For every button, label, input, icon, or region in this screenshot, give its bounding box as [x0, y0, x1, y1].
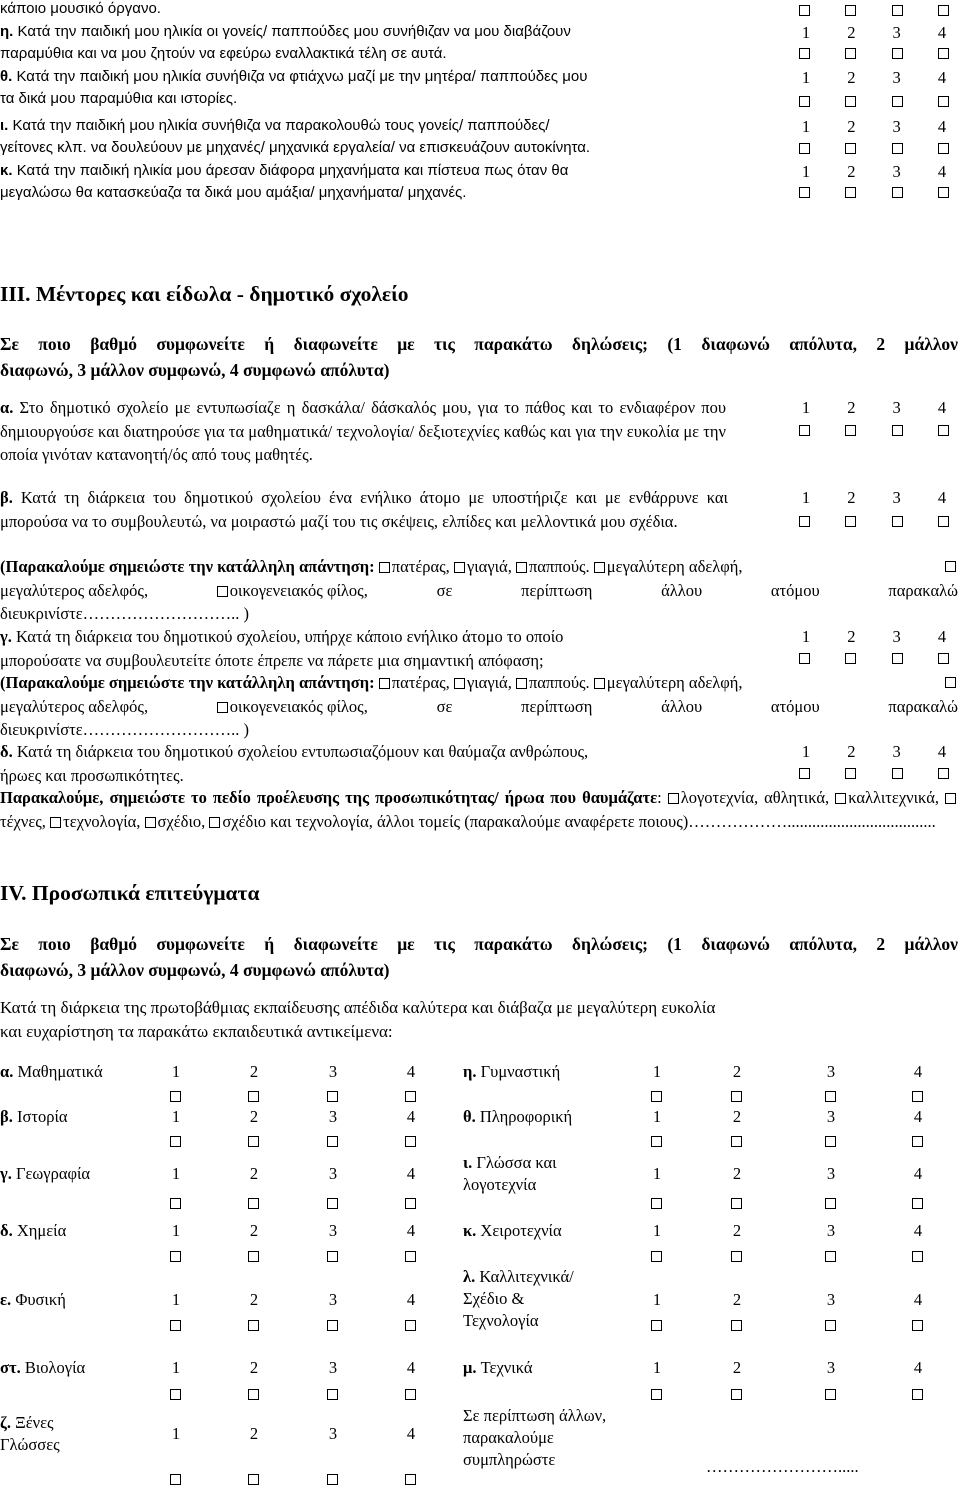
rating-checkbox[interactable] — [912, 1320, 923, 1331]
rating-checkbox[interactable] — [405, 1251, 416, 1262]
item-alpha: α. Στο δημοτικό σχολείο με εντυπωσίαζε η δασκάλα/ δάσκαλός μου, για το πάθος και το ενδιαφέρον που δημιουργούσε και διατηρούσε για τα μαθηματικά/ τεχνολογία/ δεξιοτεχνίες καθώς και για την ευκολία με την οποία γινόταν κατανοητή/ός από τους μαθητές. — [0, 398, 727, 464]
rating-boxes[interactable] — [799, 96, 949, 107]
rating-checkbox[interactable] — [651, 1136, 662, 1147]
rating-boxes[interactable] — [799, 425, 949, 436]
scale-number: 4 — [406, 1424, 416, 1443]
rating-checkbox[interactable] — [405, 1474, 416, 1485]
subject-letter: λ. — [463, 1267, 480, 1286]
subject-name: Βιολογία — [24, 1358, 86, 1377]
rating-checkbox[interactable] — [248, 1389, 259, 1400]
checkbox[interactable] — [217, 586, 228, 597]
scale-numbers: 1 2 3 4 — [801, 488, 947, 507]
rating-checkbox[interactable] — [170, 1320, 181, 1331]
item-delta: δ. Κατά τη διάρκεια του δημοτικού σχολείου εντυπωσιαζόμουν και θαύμαζα ανθρώπους, ήρωες και προσωπικότητες. — [0, 742, 589, 785]
item-kappa: κ. Κατά την παιδική ηλικία μου άρεσαν διάφορα μηχανήματα και πίστευα πως όταν θα μεγαλώσω θα κατασκεύαζα τα δικά μου αμάξια/ μηχανήματα/ μηχανές. — [0, 162, 569, 201]
scale-number: 2 — [732, 1164, 742, 1183]
item-beta: β. Κατά τη διάρκεια του δημοτικού σχολείου ένα ενήλικο άτομο με υποστήριζε και με ενθάρρυνε και μπορούσα να το συμβουλευτώ, να μοιραστώ μαζί του τις σκέψεις, ελπίδες και μελλοντικά μου σχέδια. — [0, 488, 728, 531]
scale-numbers: 1 2 3 4 — [801, 162, 947, 181]
subject-name: Χημεία — [16, 1221, 67, 1240]
scale-number: 2 — [732, 1062, 742, 1081]
scale-number: 4 — [406, 1290, 416, 1309]
rating-boxes[interactable] — [799, 768, 949, 779]
checkbox[interactable] — [50, 817, 61, 828]
checkbox[interactable] — [209, 817, 220, 828]
subject-name-cont: λογοτεχνία — [463, 1175, 537, 1194]
checkbox[interactable] — [516, 562, 527, 573]
rating-checkbox[interactable] — [825, 1091, 836, 1102]
checkbox[interactable] — [516, 678, 527, 689]
subject-label — [463, 1106, 572, 1128]
rating-checkbox[interactable] — [651, 1320, 662, 1331]
scale-number: 4 — [406, 1358, 416, 1377]
scale-numbers: 1 2 3 4 — [801, 398, 947, 417]
section-4-intro-cont: και ευχαρίστηση τα παρακάτω εκπαιδευτικά αντικείμενα: — [0, 1022, 393, 1041]
scale-number: 3 — [328, 1290, 338, 1309]
checkbox[interactable] — [217, 702, 228, 713]
subject-name: Γεωγραφία — [15, 1164, 91, 1183]
rating-checkbox[interactable] — [405, 1198, 416, 1209]
rating-checkbox[interactable] — [912, 1251, 923, 1262]
scale-number: 2 — [249, 1221, 259, 1240]
subject-label — [0, 1289, 66, 1311]
scale-number: 3 — [826, 1164, 836, 1183]
scale-number: 1 — [171, 1221, 181, 1240]
subject-label — [0, 1061, 103, 1083]
checkbox[interactable] — [668, 793, 679, 804]
rating-checkbox[interactable] — [651, 1091, 662, 1102]
rating-checkbox[interactable] — [327, 1136, 338, 1147]
scale-number: 4 — [406, 1107, 416, 1126]
subject-name: Τεχνικά — [480, 1358, 533, 1377]
section-4-question-cont: διαφωνώ, 3 μάλλον συμφωνώ, 4 συμφωνώ απόλυτα) — [0, 960, 390, 980]
rating-checkbox[interactable] — [912, 1136, 923, 1147]
checkbox[interactable] — [454, 562, 465, 573]
scale-number: 1 — [171, 1424, 181, 1443]
scale-number: 4 — [913, 1107, 923, 1126]
scale-number: 3 — [826, 1107, 836, 1126]
scale-number: 4 — [913, 1290, 923, 1309]
rating-boxes[interactable] — [799, 48, 949, 59]
field-block: Παρακαλούμε, σημειώστε το πεδίο προέλευσης της προσωπικότητας/ ήρωα που θαυμάζατε: λογοτεχνία, αθλητικά, καλλιτεχνικά, τέχνες, τεχνολογία, σχέδιο, σχέδιο και τεχνολογία, άλλοι τομείς (παρακαλούμε αναφέρετε ποιους)……………….................................... — [0, 786, 958, 833]
subject-name-cont: Γλώσσες — [0, 1435, 60, 1454]
rating-boxes[interactable] — [799, 143, 949, 154]
rating-checkbox[interactable] — [170, 1389, 181, 1400]
checkbox[interactable] — [454, 678, 465, 689]
rating-checkbox[interactable] — [327, 1389, 338, 1400]
scale-number: 4 — [913, 1062, 923, 1081]
scale-number: 2 — [249, 1107, 259, 1126]
checkbox[interactable] — [594, 562, 605, 573]
rating-checkbox[interactable] — [731, 1198, 742, 1209]
checkbox[interactable] — [594, 678, 605, 689]
rating-checkbox[interactable] — [170, 1136, 181, 1147]
rating-checkbox[interactable] — [405, 1320, 416, 1331]
rating-checkbox[interactable] — [327, 1091, 338, 1102]
scale-number: 4 — [406, 1164, 416, 1183]
scale-numbers: 1 2 3 4 — [801, 627, 947, 646]
subject-name: Χειροτεχνία — [480, 1221, 562, 1240]
subject-letter: ζ. — [0, 1413, 16, 1432]
checkbox[interactable] — [379, 678, 390, 689]
subject-letter: η. — [463, 1062, 481, 1081]
please-block-2: (Παρακαλούμε σημειώστε την κατάλληλη απάντηση: πατέρας, γιαγιά, παππούς. μεγαλύτερη αδελφή, μεγαλύτερος αδελφός, οικογενειακός φίλος, σε περίπτωση άλλου ατόμου παρακαλώ διευκρινίστε……………………….. ) — [0, 673, 958, 739]
rating-checkbox[interactable] — [405, 1389, 416, 1400]
scale-number: 1 — [652, 1221, 662, 1240]
rating-checkbox[interactable] — [248, 1474, 259, 1485]
subject-name: Σε περίπτωση άλλων, — [463, 1406, 607, 1425]
rating-checkbox[interactable] — [248, 1198, 259, 1209]
checkbox[interactable] — [945, 793, 956, 804]
subject-label — [0, 1106, 68, 1128]
subject-name: Μαθηματικά — [17, 1062, 103, 1081]
scale-number: 1 — [171, 1290, 181, 1309]
rating-checkbox[interactable] — [825, 1251, 836, 1262]
item-iota: ι. Κατά την παιδική μου ηλικία συνήθιζα να παρακολουθώ τους γονείς/ παππούδες/ γείτονες κλπ. να δουλεύουν με μηχανές/ μηχανικά εργαλεία/ να επισκευάζουν αυτοκίνητα. — [0, 117, 591, 156]
scale-number: 2 — [732, 1221, 742, 1240]
rating-checkbox[interactable] — [651, 1251, 662, 1262]
rating-checkbox[interactable] — [651, 1198, 662, 1209]
rating-checkbox[interactable] — [731, 1091, 742, 1102]
subject-label — [463, 1266, 574, 1332]
scale-number: 3 — [328, 1107, 338, 1126]
subject-name: Ξένες — [15, 1413, 54, 1432]
item-theta: θ. Κατά την παιδική μου ηλικία συνήθιζα να φτιάχνω μαζί με την μητέρα/ παππούδες μου τα δικά μου παραμύθια και ιστορίες. — [0, 68, 588, 107]
subject-name: Πληροφορική — [479, 1107, 573, 1126]
subject-name-cont: συμπληρώστε — [463, 1450, 556, 1469]
scale-number: 1 — [652, 1358, 662, 1377]
subject-label — [463, 1405, 606, 1471]
rating-checkbox[interactable] — [248, 1091, 259, 1102]
scale-number: 1 — [652, 1290, 662, 1309]
scale-number: 4 — [406, 1221, 416, 1240]
rating-checkbox[interactable] — [651, 1389, 662, 1400]
subject-name: Φυσική — [15, 1290, 66, 1309]
subject-label — [0, 1357, 85, 1379]
scale-number: 1 — [171, 1164, 181, 1183]
scale-numbers: 1 2 3 4 — [801, 117, 947, 136]
section-4-intro: Κατά τη διάρκεια της πρωτοβάθμιας εκπαίδευσης απέδιδα καλύτερα και διάβαζα με μεγαλύτερη ευκολία — [0, 998, 716, 1017]
item-eta: η. Κατά την παιδική μου ηλικία οι γονείς/ παππούδες μου συνήθιζαν να μου διαβάζουν παραμύθια και να μου ζητούν να εφεύρω εναλλακτικά τέλη σε αυτά. — [0, 23, 571, 62]
rating-checkbox[interactable] — [327, 1251, 338, 1262]
subject-name: Γλώσσα και — [476, 1153, 557, 1172]
section-4-title: ΙV. Προσωπικά επιτεύγματα — [0, 881, 260, 905]
scale-number: 4 — [406, 1062, 416, 1081]
subject-name: Καλλιτεχνικά/ — [479, 1267, 574, 1286]
subject-label — [0, 1412, 60, 1456]
rating-checkbox[interactable] — [731, 1251, 742, 1262]
subject-name-cont: Σχέδιο & — [463, 1289, 525, 1308]
subject-name-cont: Τεχνολογία — [463, 1311, 539, 1330]
rating-boxes[interactable] — [799, 653, 949, 664]
checkbox[interactable] — [945, 561, 956, 572]
subject-letter: ε. — [0, 1290, 16, 1309]
scale-number: 2 — [249, 1424, 259, 1443]
rating-checkbox[interactable] — [825, 1198, 836, 1209]
rating-checkbox[interactable] — [912, 1389, 923, 1400]
rating-checkbox[interactable] — [327, 1320, 338, 1331]
rating-checkbox[interactable] — [825, 1136, 836, 1147]
rating-boxes[interactable] — [799, 516, 949, 527]
subject-name-cont: παρακαλούμε — [463, 1428, 554, 1447]
subject-letter: μ. — [463, 1358, 481, 1377]
scale-number: 2 — [732, 1107, 742, 1126]
rating-checkbox[interactable] — [825, 1389, 836, 1400]
rating-checkbox[interactable] — [170, 1091, 181, 1102]
subject-name: Γυμναστική — [480, 1062, 561, 1081]
checkbox[interactable] — [145, 817, 156, 828]
subject-label — [463, 1061, 560, 1083]
subject-letter: γ. — [0, 1164, 16, 1183]
scale-number: 4 — [913, 1221, 923, 1240]
scale-number: 2 — [249, 1164, 259, 1183]
scale-number: 1 — [652, 1062, 662, 1081]
checkbox[interactable] — [945, 677, 956, 688]
scale-number: 3 — [826, 1062, 836, 1081]
rating-checkbox[interactable] — [825, 1320, 836, 1331]
scale-number: 2 — [732, 1290, 742, 1309]
item-gamma: γ. Κατά τη διάρκεια του δημοτικού σχολείου, υπήρχε κάποιο ενήλικο άτομο το οποίο μπορούσατε να συμβουλευτείτε όποτε έπρεπε να πάρετε μια σημαντική απόφαση; — [0, 627, 564, 670]
scale-number: 3 — [328, 1424, 338, 1443]
rating-checkbox[interactable] — [170, 1198, 181, 1209]
section-3-question: Σε ποιο βαθμό συμφωνείτε ή διαφωνείτε με τις παρακάτω δηλώσεις; (1 διαφωνώ απόλυτα, 2 μάλλον — [0, 334, 958, 354]
scale-number: 3 — [328, 1062, 338, 1081]
rating-checkbox[interactable] — [912, 1091, 923, 1102]
rating-checkbox[interactable] — [731, 1136, 742, 1147]
subject-label — [463, 1152, 557, 1196]
scale-numbers: 1 2 3 4 — [801, 742, 947, 761]
scale-number: 2 — [249, 1358, 259, 1377]
scale-number: 3 — [826, 1358, 836, 1377]
subject-label — [463, 1357, 533, 1379]
scale-number: 2 — [249, 1290, 259, 1309]
rating-boxes[interactable] — [799, 5, 949, 16]
rating-checkbox[interactable] — [170, 1474, 181, 1485]
scale-number: 3 — [328, 1221, 338, 1240]
fill-in-line[interactable]: ……………………..... — [706, 1457, 859, 1476]
rating-checkbox[interactable] — [731, 1389, 742, 1400]
scale-number: 1 — [652, 1164, 662, 1183]
rating-checkbox[interactable] — [248, 1136, 259, 1147]
scale-number: 3 — [328, 1164, 338, 1183]
subject-label — [0, 1220, 66, 1242]
rating-checkbox[interactable] — [912, 1198, 923, 1209]
section-4-question: Σε ποιο βαθμό συμφωνείτε ή διαφωνείτε με τις παρακάτω δηλώσεις; (1 διαφωνώ απόλυτα, 2 μάλλον — [0, 934, 958, 954]
scale-number: 4 — [913, 1358, 923, 1377]
subject-letter: θ. — [463, 1107, 480, 1126]
scale-number: 2 — [249, 1062, 259, 1081]
rating-checkbox[interactable] — [731, 1320, 742, 1331]
scale-number: 4 — [913, 1164, 923, 1183]
subject-letter: δ. — [0, 1221, 17, 1240]
checkbox[interactable] — [835, 793, 846, 804]
subject-name: Ιστορία — [16, 1107, 68, 1126]
rating-checkbox[interactable] — [248, 1251, 259, 1262]
rating-checkbox[interactable] — [170, 1251, 181, 1262]
section-3-question-cont: διαφωνώ, 3 μάλλον συμφωνώ, 4 συμφωνώ απόλυτα) — [0, 360, 390, 380]
scale-number: 2 — [732, 1358, 742, 1377]
scale-number: 3 — [826, 1290, 836, 1309]
scale-number: 1 — [171, 1107, 181, 1126]
subject-label — [463, 1220, 562, 1242]
scale-number: 1 — [171, 1358, 181, 1377]
rating-checkbox[interactable] — [405, 1136, 416, 1147]
rating-boxes[interactable] — [799, 187, 949, 198]
rating-checkbox[interactable] — [327, 1198, 338, 1209]
scale-numbers: 1 2 3 4 — [801, 23, 947, 42]
scale-number: 1 — [171, 1062, 181, 1081]
section-3-title: ΙΙΙ. Μέντορες και είδωλα - δημοτικό σχολείο — [0, 282, 409, 306]
rating-checkbox[interactable] — [327, 1474, 338, 1485]
subject-letter: ι. — [463, 1153, 477, 1172]
please-block-1: (Παρακαλούμε σημειώστε την κατάλληλη απάντηση: πατέρας, γιαγιά, παππούς. μεγαλύτερη αδελφή, μεγαλύτερος αδελφός, οικογενειακός φίλος, σε περίπτωση άλλου ατόμου παρακαλώ διευκρινίστε……………………….. ) — [0, 557, 958, 623]
scale-number: 3 — [826, 1221, 836, 1240]
rating-checkbox[interactable] — [405, 1091, 416, 1102]
subject-letter: κ. — [463, 1221, 481, 1240]
checkbox[interactable] — [379, 562, 390, 573]
scale-number: 3 — [328, 1358, 338, 1377]
subject-letter: στ. — [0, 1358, 25, 1377]
subject-label — [0, 1163, 90, 1185]
fragment-text: κάποιο μουσικό όργανο. — [0, 0, 161, 17]
rating-checkbox[interactable] — [248, 1320, 259, 1331]
scale-number: 1 — [652, 1107, 662, 1126]
subject-letter: α. — [0, 1062, 18, 1081]
scale-numbers: 1 2 3 4 — [801, 68, 947, 87]
subject-letter: β. — [0, 1107, 17, 1126]
